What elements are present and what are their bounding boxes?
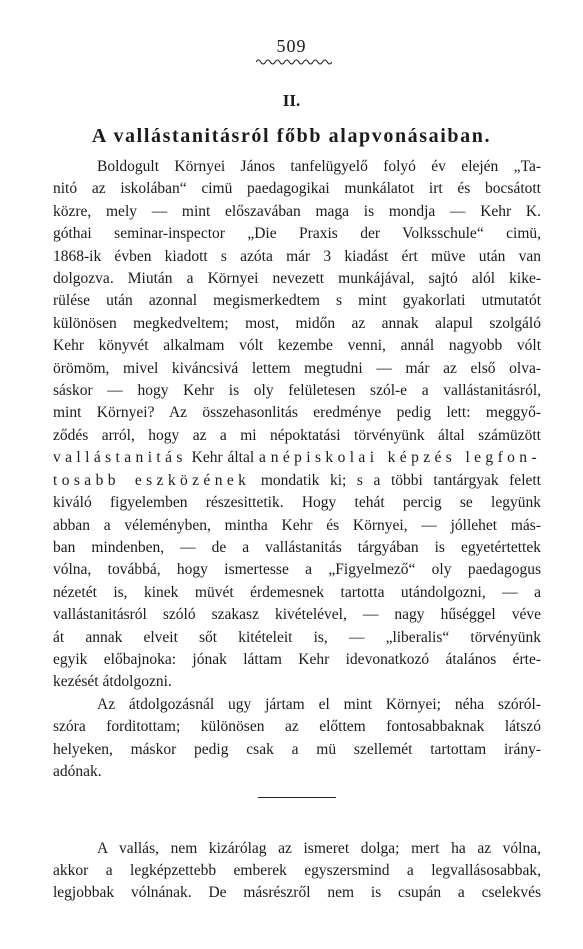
text-line: dolgozva. Miután a Környei nevezett munkájával, sajtó alól kike-: [53, 270, 541, 288]
emphasis-spaced-text: vallástanitás: [53, 449, 187, 467]
text-line: kiváló figyelemben részesittetik. Hogy tehát percig se legyünk: [53, 494, 541, 512]
text-line: adónak.: [53, 762, 102, 780]
text-line: Boldogult Környei János tanfelügyelő folyó év elején „Ta-: [97, 158, 541, 175]
text-line: nitó az iskolában“ cimü paedagogikai munkálatot irt és bocsátott: [53, 180, 541, 198]
text-segment: mondatik ki; s a többi tantárgyak felett: [250, 471, 541, 489]
text-line: helyeken, máskor pedig csak a mü szellemét tartottam irány-: [53, 740, 541, 758]
text-line: vallástanitásról szóló szakasz kivételével, — nagy hűséggel véve: [53, 606, 541, 624]
text-line: közre, mely — mint előszavában maga is mondja — Kehr K.: [53, 202, 541, 220]
text-line: Kehr könyvét alkalmam vólt kezembe venni, annál nagyobb vólt: [53, 337, 541, 355]
text-line: góthai seminar-inspector „Die Praxis der Volksschule“ cimü,: [53, 225, 541, 243]
text-line: Az átdolgozásnál ugy jártam el mint Környei; néha szóról-: [97, 695, 541, 713]
text-line: akkor a legképzettebb emberek egyszersmind a legvallásosabbak,: [53, 861, 541, 879]
text-line: át annak elveit sőt kitételeit is, — „liberalis“ törvényünk: [53, 628, 541, 646]
spaced-text-line: [53, 447, 541, 469]
text-line: ban mindenben, — de a vallástanitás tárgyában is egyetértettek: [53, 538, 541, 556]
text-line: örömöm, mivel kiváncsivá lettem megtudni — már az első olva-: [53, 359, 541, 377]
paragraph-3: [53, 838, 541, 905]
section-numeral: II.: [282, 91, 301, 110]
text-line: nézetét is, kinek müvét érdemesnek tartotta utándolgozni, — a: [53, 583, 541, 601]
paragraph-1: [53, 156, 541, 694]
main-text: [53, 156, 541, 783]
section-divider: [258, 797, 336, 798]
text-line: rülése után azonnal megismerkedtem s mint gyakorlati utmutatót: [53, 292, 541, 310]
wavy-ornament-icon: [256, 58, 332, 66]
text-line: sáskor — hogy Kehr is oly felületesen szól-e a vallástanitásról,: [53, 382, 541, 400]
text-line: 1868-ik évben kiadott s azóta már 3 kiadást ért müve után van: [53, 247, 541, 265]
emphasis-spaced-text: tosabb eszközének: [53, 471, 251, 489]
text-line: ződés arról, hogy az a mi népoktatási törvényünk által számüzött: [53, 426, 541, 444]
text-segment: Kehr által a: [186, 449, 271, 467]
text-line: mint Környei? Az összehasonlitás eredménye pedig lett: meggyő-: [53, 404, 541, 422]
text-line: kezését átdolgozni.: [53, 673, 172, 691]
paragraph-2: [53, 694, 541, 784]
page-number: 509: [276, 36, 307, 56]
text-line: abban a véleményben, mintha Kehr és Környei, — jóllehet más-: [53, 516, 541, 534]
text-line: A vallás, nem kizárólag az ismeret dolga; mert ha az vólna,: [97, 839, 541, 857]
spaced-text-line: [53, 470, 541, 492]
text-line: különösen megkedveltem; most, midőn az annak alapul szolgáló: [53, 314, 541, 332]
text-line: vólna, továbbá, hogy ismertesse a „Figyelmező“ oly paedagogus: [53, 561, 541, 579]
emphasis-spaced-text: népiskolai képzés legfon-: [270, 449, 542, 467]
chapter-title: A vallástanitásról főbb alapvonásaiban.: [91, 125, 492, 147]
text-line: szóra forditottam; különösen az előttem fontosabbaknak látszó: [53, 718, 541, 736]
continued-text: [53, 822, 541, 920]
text-line: egyik előbajnoka: jónak láttam Kehr idevonatkozó átalános érte-: [53, 650, 541, 668]
text-line: legjobbak vólnának. De másrészről nem is csupán a cselekvés: [53, 884, 541, 902]
